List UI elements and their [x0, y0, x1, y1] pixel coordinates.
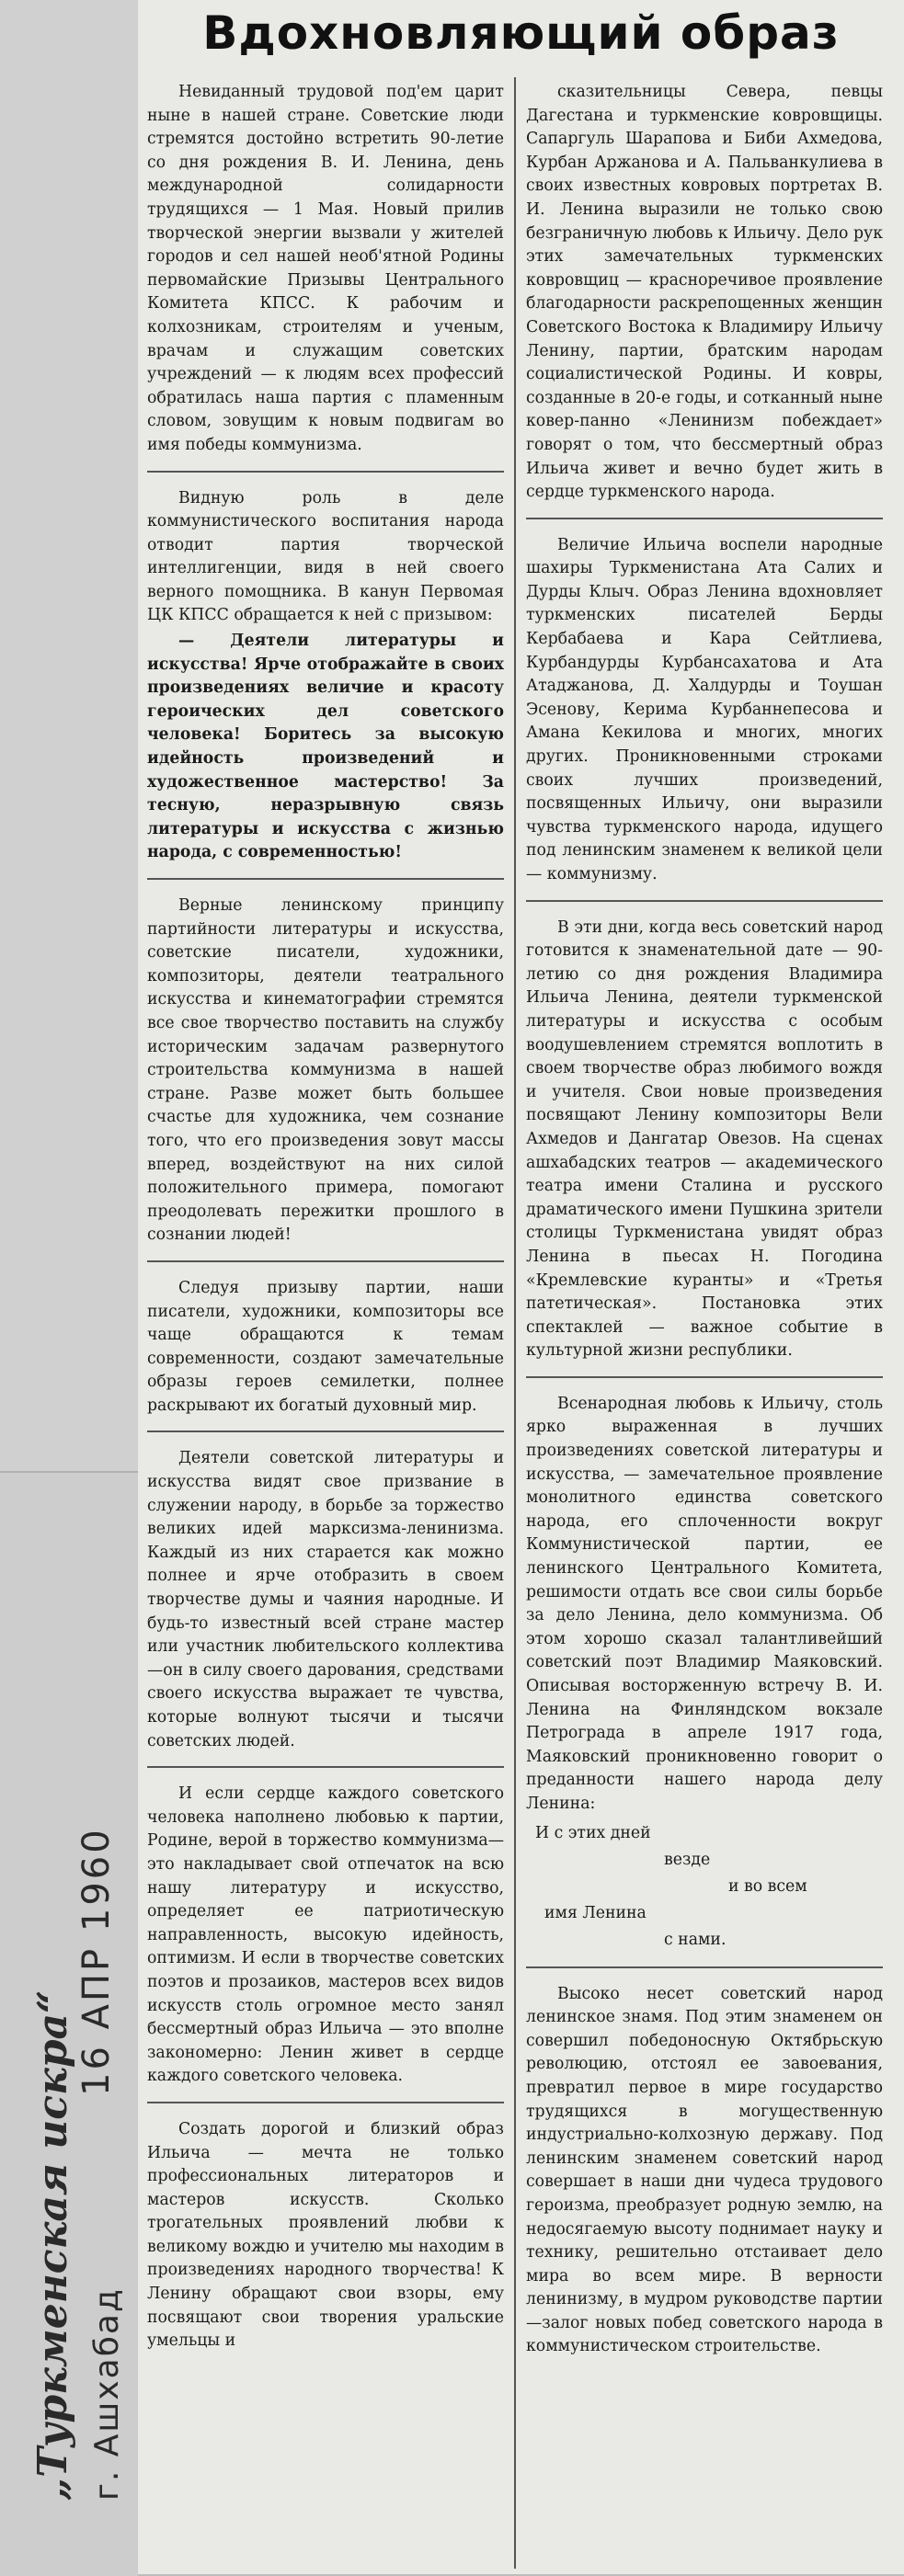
- section-rule: [147, 1430, 504, 1432]
- margin-paper-upper: [0, 0, 138, 1471]
- section-rule: [147, 878, 504, 880]
- verse-line: и во всем: [728, 1876, 807, 1896]
- section-rule: [526, 1966, 883, 1968]
- section-rule: [526, 1376, 883, 1378]
- paragraph: В эти дни, когда весь советский народ готовится к знаменательной дате — 90-летию со дня рождения Владимира Ильича Ленина, деятели туркменской литературы и искусства с особым воодушевлением стремятся воплотить в своем творчестве образ любимого вождя и учителя. Свои новые произведения посвящают Ленину композиторы Вели Ахмедов и Дангатар Овезов. На сценах ашхабадских театров — академического театра имени Сталина и русского драматического имени Пушкина зрители столицы Туркменистана увидят образ Ленина в пьесах Н. Погодина «Кремлевские куранты» и «Третья патетическая». Постановка этих спектаклей — важное событие в культурной жизни республики.: [526, 918, 883, 1361]
- paragraph: Высоко несет советский народ ленинское знамя. Под этим знаменем он совершил победоносную Октябрьскую революцию, отстоял ее завоевания, превратил первое в мире государство трудящихся в могущественную индустриально-колхозную державу. Под ленинским знаменем советский народ совершает в наши дни чудеса трудового героизма, преобразует родную землю, на недосягаемую высоту поднимает науку и технику, решительно отстаивает дело мира во всем мире. В верности ленинизму, в мудром руководстве партии—залог новых побед советского народа в коммунистическом строительстве.: [526, 1984, 883, 2356]
- section-rule: [526, 900, 883, 902]
- section-rule: [147, 2102, 504, 2103]
- verse-line: имя Ленина: [544, 1903, 647, 1922]
- section-rule: [147, 471, 504, 473]
- verse-line: везде: [664, 1850, 711, 1869]
- verse-line: И с этих дней: [535, 1823, 651, 1842]
- archive-stamp: [11, 1581, 131, 2501]
- paragraph: Деятели советской литературы и искусства видят свое призвание в служении народу, в борьбе за торжество великих идей марксизма-ленинизма. Каждый из них старается как можно полнее и ярче отобразить в своем творчестве думы и чаяния народные. И будь-то известный всей стране мастер или участник любительского коллектива—он в силу своего дарования, средствами своего искусства выражает те чувства, которые волнуют тысячи и тысячи советских людей.: [147, 1449, 504, 1750]
- stamp-city: г. Ашхабад: [88, 2287, 126, 2501]
- paragraph: Невиданный трудовой под'ем царит ныне в нашей стране. Советские люди стремятся достойно встретить 90-летие со дня рождения В. И. Ленина, день международной солидарности трудящихся — 1 Мая. Новый прилив творческой энергии вызвали у жителей городов и сел нашей необ'ятной Родины первомайские Призывы Центрального Комитета КПСС. К рабочим и колхозникам, строителям и ученым, врачам и служащим советских учреждений — к людям всех профессий обратилась наша партия с пламенным словом, зовущим к новым подвигам во имя победы коммунизма.: [147, 83, 504, 454]
- newspaper-clipping: [138, 0, 904, 2574]
- paragraph: Верные ленинскому принципу партийности литературы и искусства, советские писатели, художники, композиторы, деятели театрального искусства и кинематографии стремятся все свое творчество поставить на службу историческим задачам развернутого строительства коммунизма в нашей стране. Разве может быть большее счастье для художника, чем сознание того, что его произведения зовут массы вперед, воздействуют на них силой положительного примера, помогают преодолевать пережитки прошлого в сознании людей!: [147, 896, 504, 1245]
- party-appeal-quote: — Деятели литературы и искусства! Ярче отображайте в своих произведениях величие и красоту героических дел советского человека! Боритесь за высокую идейность произведений и художественное мастерство! За тесную, неразрывную связь литературы и искусства с жизнью народа, с современностью!: [147, 632, 504, 862]
- paragraph: Видную роль в деле коммунистического воспитания народа отводит партия творческой интеллигенции, видя в ней своего верного помощника. В канун Первомая ЦК КПСС обращается к ней с призывом:: [147, 488, 504, 625]
- section-rule: [147, 1260, 504, 1262]
- stamp-date: 16 АПР 1960: [75, 1827, 118, 2096]
- paragraph: Создать дорогой и близкий образ Ильича — мечта не только профессиональных литераторов и мастеров искусств. Сколько трогательных проявлений любви к великому вождю и учителю мы находим в произведениях народного творчества! К Ленину обращают свои взоры, ему посвящают свои творения уральские умельцы и: [147, 2119, 504, 2351]
- column-divider: [514, 77, 516, 2569]
- section-rule: [526, 518, 883, 519]
- paragraph: сказительницы Севера, певцы Дагестана и туркменские ковровщицы. Сапаргуль Шарапова и Биби Ахмедова, Курбан Аржанова и А. Пальванкулиева в своих известных ковровых портретах В. И. Ленина выразили не только свою безграничную любовь к Ильичу. Дело рук этих замечательных туркменских ковровщиц — красноречивое проявление благодарности раскрепощенных женщин Советского Востока к Владимиру Ильичу Ленину, партии, братским народам социалистической Родины. И ковры, созданные в 20-е годы, и сотканный ныне ковер-панно «Ленинизм побеждает» говорят о том, что бессмертный образ Ильича живет и вечно будет жить в сердце туркменского народа.: [526, 83, 883, 502]
- clipping-margin-strip: [0, 0, 138, 2574]
- paragraph: И если сердце каждого советского человека наполнено любовью к партии, Родине, верой в торжество коммунизма—это накладывает свой отпечаток на всю нашу литературу и искусство, определяет ее патриотическую направленность, высокую идейность, оптимизм. И если в творчестве советских поэтов и прозаиков, мастеров всех видов искусств столь огромное место занял бессмертный образ Ильича — это вполне закономерно: Ленин живет в сердце каждого советского человека.: [147, 1784, 504, 2086]
- right-column: [526, 81, 883, 2563]
- paragraph: Следуя призыву партии, наши писатели, художники, композиторы все чаще обращаются к темам современности, создают замечательные образы героев семилетки, полнее раскрывают их богатый духовный мир.: [147, 1278, 504, 1415]
- left-column: [147, 81, 504, 2563]
- paragraph: Всенародная любовь к Ильичу, столь ярко выраженная в лучших произведениях советской литературы и искусства, — замечательное проявление монолитного единства советского народа, его сплоченности вокруг Коммунистической партии, ее ленинского Центрального Комитета, решимости отдать все свои силы борьбе за дело Ленина, дело коммунизма. Об этом хорошо сказал талантливейший советский поэт Владимир Маяковский. Описывая восторженную встречу В. И. Ленина на Финляндском вокзале Петрограда в апреле 1917 года, Маяковский проникновенно говорит о преданности нашего народа делу Ленина:: [526, 1394, 883, 1813]
- article-headline: Вдохновляющий образ: [202, 6, 840, 60]
- mayakovsky-verse: [526, 1820, 883, 1954]
- stamp-newspaper-name: „Туркменская искра“: [29, 1989, 76, 2501]
- section-rule: [147, 1766, 504, 1768]
- verse-line: с нами.: [664, 1930, 727, 1949]
- paragraph: Величие Ильича воспели народные шахиры Туркменистана Ата Салих и Дурды Клыч. Образ Ленина вдохновляет туркменских писателей Берды Кербабаева и Кара Сейтлиева, Курбандурды Курбансахатова и Ата Атаджанова, Д. Халдурды и Тоушан Эсенову, Керима Курбаннепесова и Амана Кекилова и многих, многих других. Проникновенными строками своих лучших произведений, посвященных Ильичу, они выразили чувства туркменского народа, идущего под ленинским знаменем к великой цели — коммунизму.: [526, 535, 883, 883]
